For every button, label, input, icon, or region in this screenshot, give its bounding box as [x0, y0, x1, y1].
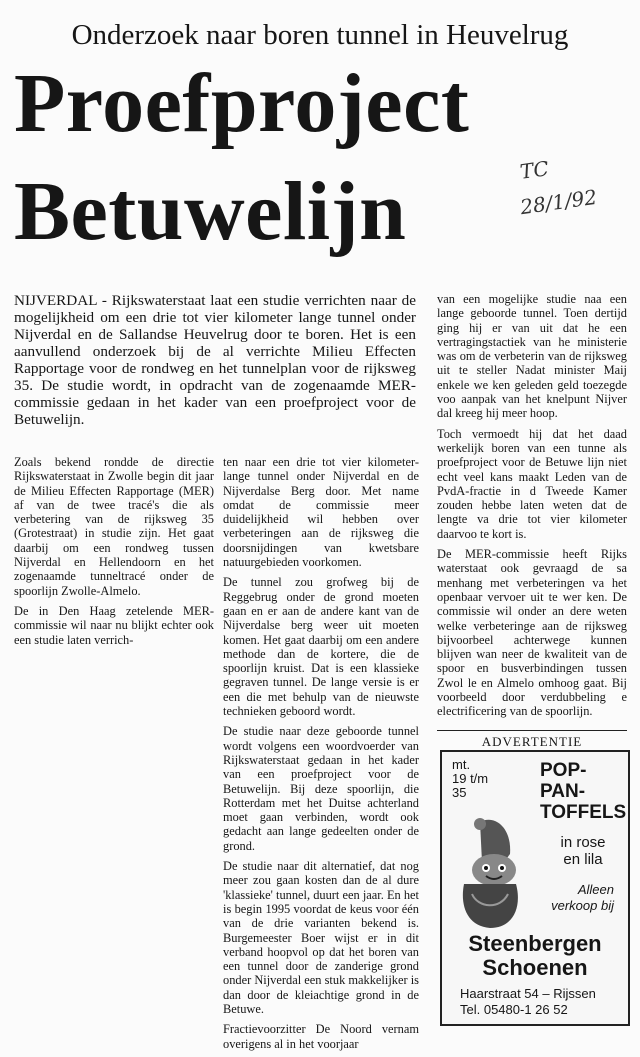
ad-dates: [452, 758, 488, 800]
ad-product-line: PAN-: [540, 781, 586, 802]
paragraph: Zoals bekend rondde de directie Rijkswaterstaat in Zwolle begin dit jaar de Milieu Effecten Rapportage (MER) af van de twee tracé's die als verbetering van de rijksweg 35 (Grotestraat) in studie zijn. Het gaat daarbij om een rondweg tussen Nijverdal en Hellendoorn en het zogenaamde tunneltracé onder de spoorlijn Zwolle-Almelo.: [14, 455, 214, 598]
paragraph: De MER-commissie heeft Rijks waterstaat ook gevraagd de sa menhang met verbeteringen va het openbaar vervoer uit te wer ken. De commissie wil onder an dere weten welke verbeteringe aan de rijksweg bijvoorbeel achterwege kunnen blijven wan neer de kwaliteit van de spoor en busverbindingen tussen Zwol le en Almelo omhoog gaat. Bij voorbeeld door verdubbeling e electrificering van de spoorlijn.: [437, 547, 627, 719]
ad-color-line: en lila: [563, 851, 603, 868]
ad-date-line: mt.: [452, 757, 471, 772]
lead-paragraph: [14, 292, 416, 428]
paragraph: Toch vermoedt hij dat het daad werkelijk boren van een tunne als proefproject voor de Betuwe lijn niet echt veel kans maakt Leden van de PvdA-fractie in d Tweede Kamer zouden hebbe laten weten dat de lengte va drie tot vier kilometer daarvoo te kort is.: [437, 426, 627, 541]
ad-colors: [548, 834, 618, 868]
paragraph: De in Den Haag zetelende MER-commissie wil naar nu blijkt echter ook een studie laten verrich-: [14, 603, 214, 647]
body-column-1: [14, 455, 214, 653]
body-column-3: [437, 292, 627, 725]
body-column-2: [223, 455, 419, 1057]
paragraph: Fractievoorzitter De Noord vernam overigens al in het voorjaar: [223, 1022, 419, 1051]
handwritten-date: 28/1/92: [518, 184, 599, 220]
advertisement-label: ADVERTENTIE: [437, 730, 627, 750]
slipper-illustration: [450, 814, 536, 930]
headline-line-2: Betuwelijn: [14, 165, 407, 258]
paragraph: van een mogelijke studie naa een lange geboorde tunnel. Toen dertijd ging hij er van uit dat he een vertragingstactiek van he ministerie was om de verbeterin van de rijksweg uit te steller Nadat minister Maij enkele we ken geleden geld toezegde voo aanpak van het knelpunt Nijver dal kreeg hij meer hoop.: [437, 292, 627, 421]
ad-phone: Tel. 05480-1 26 52: [460, 1002, 568, 1017]
kicker-headline: Onderzoek naar boren tunnel in Heuvelrug: [71, 19, 569, 51]
paragraph: ten naar een drie tot vier kilometer-lange tunnel onder Nijverdal en de Nijverdalse Berg door. Met name omdat de commissie meer duidelijkheid wil hebben over verbeteringen aan de rijksweg die doorsnijdingen van kwetsbare natuurgebieden voorkomen.: [223, 455, 419, 570]
ad-shop-line: Steenbergen: [468, 931, 602, 956]
ad-date-line: 19 t/m: [452, 771, 489, 786]
ad-product-line: TOFFELS: [540, 802, 627, 823]
paragraph: De studie naar dit alternatief, dat nog meer zou gaan kosten dan de al dure 'klassieke' tunnel, duurt een jaar. En het is begin 1995 voordat de keus voor één van de drie varianten bekend is. Burgemeester Boer wijst er in dit verband hoopvol op dat het boren van een tunnel door de zanderige grond onder Nijverdal een stuk makkelijker is dan door de kleiachtige grond in de Betuwe.: [223, 859, 419, 1016]
ad-shop-name: [450, 932, 620, 980]
ad-product-name: [540, 760, 626, 823]
ad-product-line: POP-: [540, 760, 587, 781]
ad-contact: [460, 986, 596, 1018]
ad-exclusive: [542, 882, 614, 914]
ad-color-line: in rose: [560, 834, 606, 851]
ad-address: Haarstraat 54 – Rijssen: [460, 986, 596, 1001]
ad-date-line: 35: [452, 785, 467, 800]
paragraph: De studie naar deze geboorde tunnel wordt volgens een woordvoerder van Rijkswaterstaat gedaan in het kader van een proefproject voor de Betuwelijn. Bij deze spoorlijn, die Rotterdam met het Duitse achterland moet gaan verbinden, wordt ook gedacht aan lange gedeelten onder de grond.: [223, 724, 419, 853]
handwritten-initials: TC: [518, 156, 551, 184]
ad-shop-line: Schoenen: [482, 955, 588, 980]
advertisement: [440, 750, 630, 1026]
ad-exclusive-line: verkoop bij: [551, 898, 614, 913]
headline-line-1: Proefproject: [14, 57, 470, 150]
lead-text: NIJVERDAL - Rijkswaterstaat laat een studie verrichten naar de mogelijkheid om een drie tot vier kilometer lange tunnel onder Nijverdal en de Sallandse Heuvelrug door te boren. Het is een aanvullend onderzoek bij de al verrichte Milieu Effecten Rapportage voor de rondweg en het tunnelplan voor de rijksweg 35. De studie wordt, in opdracht van de zogenaamde MER-commissie gedaan in het kader van een proefproject voor de Betuwelijn.: [14, 292, 416, 428]
paragraph: De tunnel zou grofweg bij de Reggebrug onder de grond moeten gaan en er aan de andere kant van de Nijverdalse berg weer uit moeten komen. Het gaat daarbij om een andere methode dan de kortere, die de spoorlijn kruist. Dat is een klassieke gegraven tunnel. De lange versie is er een die met behulp van de nieuwste technieken geboord wordt.: [223, 575, 419, 719]
ad-exclusive-line: Alleen: [577, 882, 614, 897]
